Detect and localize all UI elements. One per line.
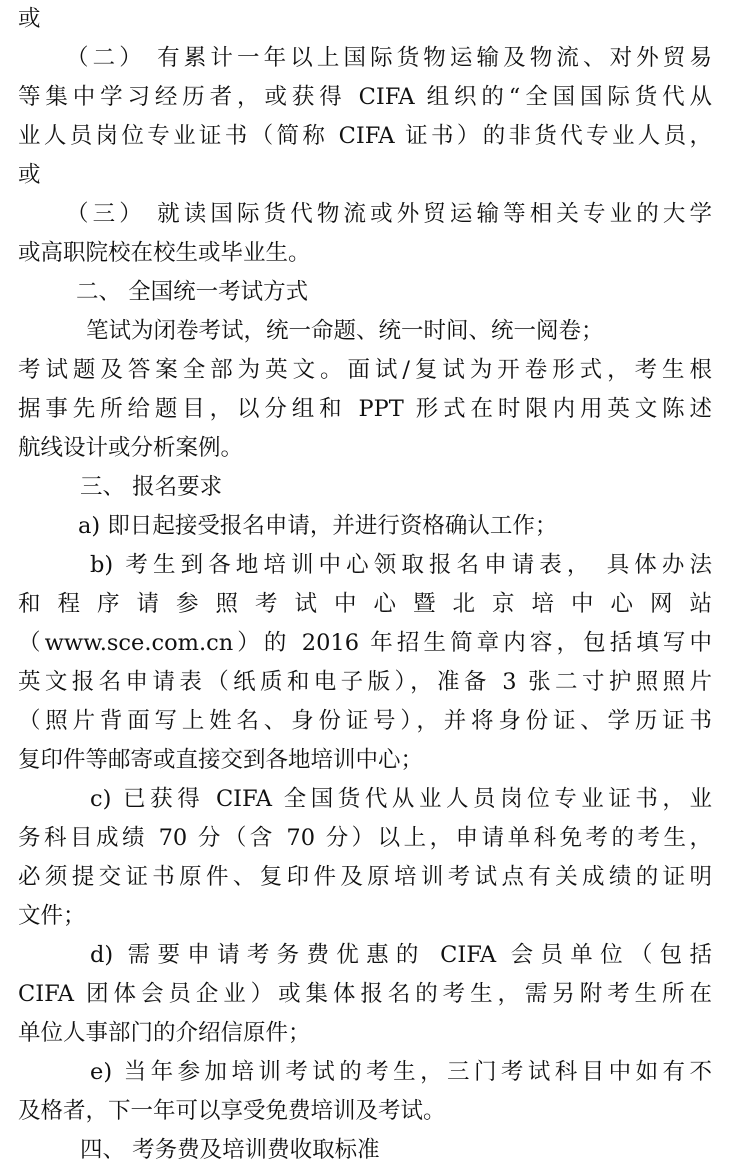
text-line: 航线设计或分析案例。: [18, 435, 244, 461]
text-line: b) 考生到各地培训中心领取报名申请表， 具体办法: [90, 552, 712, 578]
text-line: 英文报名申请表（纸质和电子版），准备 3 张二寸护照照片: [18, 669, 712, 695]
text-line: 笔试为闭卷考试，统一命题、统一时间、统一阅卷；: [86, 318, 604, 344]
text-line: 或高职院校在校生或毕业生。: [18, 240, 311, 266]
text-line: 务科目成绩 70 分（含 70 分）以上，申请单科免考的考生，: [18, 825, 712, 851]
text-line: d) 需要申请考务费优惠的 CIFA 会员单位（包括: [90, 942, 712, 968]
text-line: 单位人事部门的介绍信原件；: [18, 1020, 311, 1046]
text-line: c) 已获得 CIFA 全国货代从业人员岗位专业证书，业: [90, 786, 712, 812]
text-line: 或: [18, 162, 41, 188]
text-line: （二） 有累计一年以上国际货物运输及物流、对外贸易: [66, 45, 712, 71]
text-line: 或: [18, 6, 41, 32]
text-line: 等集中学习经历者，或获得 CIFA 组织的“全国国际货代从: [18, 84, 712, 110]
section-heading: 四、 考务费及培训费收取标准: [80, 1137, 380, 1163]
text-line: e) 当年参加培训考试的考生，三门考试科目中如有不: [90, 1059, 712, 1085]
text-line: 考试题及答案全部为英文。面试/复试为开卷形式，考生根: [18, 357, 712, 383]
text-line: （照片背面写上姓名、身份证号），并将身份证、学历证书: [18, 708, 712, 734]
text-line: 及格者，下一年可以享受免费培训及考试。: [18, 1098, 446, 1124]
text-line: 业人员岗位专业证书（简称 CIFA 证书）的非货代专业人员，: [18, 123, 712, 149]
section-heading: 二、 全国统一考试方式: [76, 279, 309, 305]
text-line: CIFA 团体会员企业）或集体报名的考生，需另附考生所在: [18, 981, 712, 1007]
text-line: a) 即日起接受报名申请，并进行资格确认工作；: [78, 513, 558, 539]
text-line: （三） 就读国际货代物流或外贸运输等相关专业的大学: [66, 201, 712, 227]
text-line: 必须提交证书原件、复印件及原培训考试点有关成绩的证明: [18, 864, 712, 890]
text-line: （www.sce.com.cn）的 2016 年招生简章内容，包括填写中: [18, 630, 712, 656]
text-line: 文件；: [18, 903, 86, 929]
text-line: 复印件等邮寄或直接交到各地培训中心；: [18, 747, 424, 773]
section-heading: 三、 报名要求: [80, 474, 223, 500]
text-line: 和 程 序 请 参 照 考 试 中 心 暨 北 京 培 中 心 网 站: [18, 591, 712, 617]
text-line: 据事先所给题目，以分组和 PPT 形式在时限内用英文陈述: [18, 396, 712, 422]
